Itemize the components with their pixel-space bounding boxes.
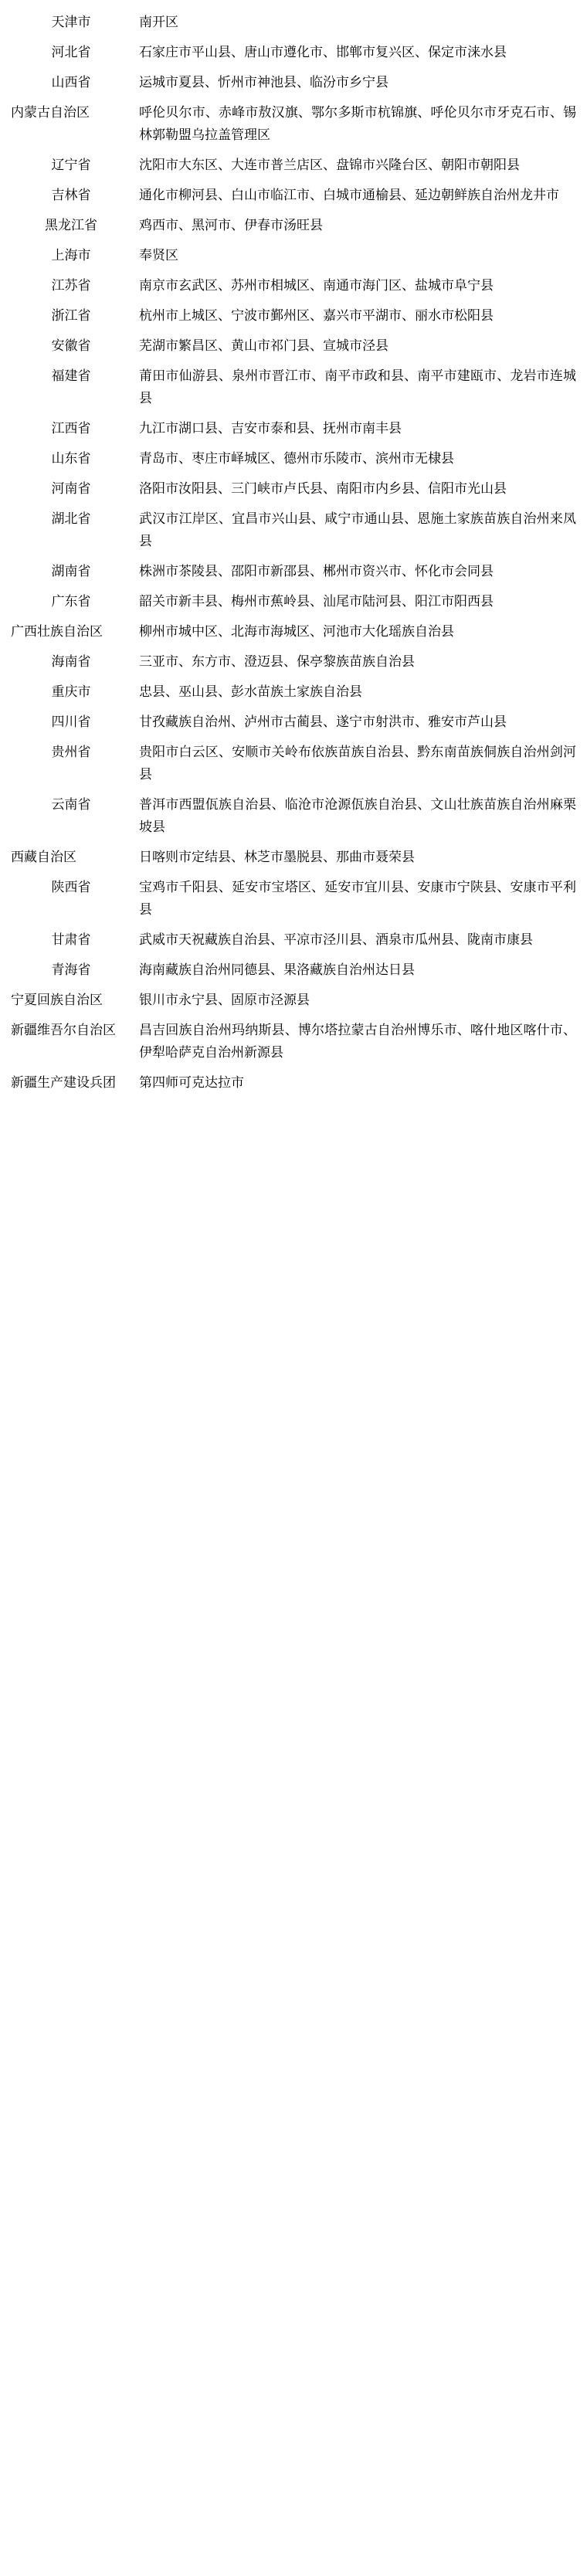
area-list: 株洲市茶陵县、邵阳市新邵县、郴州市资兴市、怀化市会同县 [139,564,494,579]
area-list: 武威市天祝藏族自治县、平凉市泾川县、酒泉市瓜州县、陇南市康县 [139,932,533,948]
table-row [8,873,576,925]
table-row [8,301,576,331]
area-list: 贵阳市白云区、安顺市关岭布依族苗族自治县、黔东南苗族侗族自治州剑河县 [139,745,576,782]
table-row [8,98,576,151]
province-name: 新疆生产建设兵团 [11,1075,116,1091]
table-row [8,955,576,986]
area-list: 芜湖市繁昌区、黄山市祁门县、宣城市泾县 [139,338,389,354]
province-name: 四川省 [51,714,91,730]
area-list: 莆田市仙游县、泉州市晋江市、南平市政和县、南平市建瓯市、龙岩市连城县 [139,368,576,406]
province-name: 西藏自治区 [11,850,76,865]
area-list: 普洱市西盟佤族自治县、临沧市沧源佤族自治县、文山壮族苗族自治州麻栗坡县 [139,797,576,835]
province-name: 新疆维吾尔自治区 [11,1023,116,1038]
area-list: 忠县、巫山县、彭水苗族土家族自治县 [139,684,362,700]
province-name: 福建省 [51,368,91,384]
table-row [8,211,576,241]
province-name: 云南省 [51,797,91,813]
area-list: 鸡西市、黑河市、伊春市汤旺县 [139,218,323,233]
table-row [8,68,576,98]
province-area-table [8,8,576,1098]
province-name: 广东省 [51,594,91,609]
province-name: 黑龙江省 [45,218,97,233]
area-list: 柳州市城中区、北海市海城区、河池市大化瑶族自治县 [139,624,454,640]
area-list: 青岛市、枣庄市峄城区、德州市乐陵市、滨州市无棣县 [139,451,454,467]
area-list: 沈阳市大东区、大连市普兰店区、盘锦市兴隆台区、朝阳市朝阳县 [139,158,520,173]
area-list: 日喀则市定结县、林芝市墨脱县、那曲市聂荣县 [139,850,415,865]
province-name: 山西省 [51,75,91,90]
area-list: 银川市永宁县、固原市泾源县 [139,993,310,1008]
area-list: 洛阳市汝阳县、三门峡市卢氏县、南阳市内乡县、信阳市光山县 [139,481,507,497]
province-name: 浙江省 [51,308,91,324]
table-row [8,708,576,738]
table-row [8,444,576,474]
table-row [8,677,576,708]
table-body [8,8,576,1098]
province-name: 河北省 [51,45,91,60]
table-row [8,504,576,557]
table-row [8,1068,576,1098]
table-row [8,843,576,873]
table-row [8,474,576,504]
table-row [8,414,576,444]
table-row [8,151,576,181]
area-list: 运城市夏县、忻州市神池县、临汾市乡宁县 [139,75,389,90]
table-row [8,271,576,301]
province-name: 上海市 [51,248,91,263]
province-name: 天津市 [51,15,91,30]
province-name: 安徽省 [51,338,91,354]
table-row [8,241,576,271]
area-list: 第四师可克达拉市 [139,1075,244,1091]
province-name: 广西壮族自治区 [11,624,103,640]
province-name: 宁夏回族自治区 [11,993,103,1008]
area-list: 宝鸡市千阳县、延安市宝塔区、延安市宜川县、安康市宁陕县、安康市平利县 [139,880,576,918]
province-name: 陕西省 [51,880,91,895]
table-row [8,617,576,647]
table-row [8,587,576,617]
area-list: 杭州市上城区、宁波市鄞州区、嘉兴市平湖市、丽水市松阳县 [139,308,494,324]
area-list: 南京市玄武区、苏州市相城区、南通市海门区、盐城市阜宁县 [139,278,494,294]
table-row [8,738,576,790]
table-row [8,8,576,38]
area-list: 韶关市新丰县、梅州市蕉岭县、汕尾市陆河县、阳江市阳西县 [139,594,494,609]
table-row [8,1016,576,1068]
area-list: 通化市柳河县、白山市临江市、白城市通榆县、延边朝鲜族自治州龙井市 [139,188,559,203]
table-row [8,986,576,1016]
area-list: 石家庄市平山县、唐山市遵化市、邯郸市复兴区、保定市涞水县 [139,45,507,60]
area-list: 昌吉回族自治州玛纳斯县、博尔塔拉蒙古自治州博乐市、喀什地区喀什市、伊犁哈萨克自治州新源县 [139,1023,576,1061]
area-list: 九江市湖口县、吉安市泰和县、抚州市南丰县 [139,421,402,436]
table-row [8,331,576,361]
table-row [8,790,576,843]
area-list: 海南藏族自治州同德县、果洛藏族自治州达日县 [139,962,415,978]
area-list: 南开区 [139,15,178,30]
province-name: 江西省 [51,421,91,436]
province-name: 青海省 [51,962,91,978]
province-name: 河南省 [51,481,91,497]
province-name: 江苏省 [51,278,91,294]
table-row [8,647,576,677]
area-list: 奉贤区 [139,248,178,263]
province-name: 湖北省 [51,511,91,527]
table-row [8,181,576,211]
area-list: 甘孜藏族自治州、泸州市古蔺县、遂宁市射洪市、雅安市芦山县 [139,714,507,730]
area-list: 呼伦贝尔市、赤峰市敖汉旗、鄂尔多斯市杭锦旗、呼伦贝尔市牙克石市、锡林郭勒盟乌拉盖管理区 [139,105,576,143]
table-row [8,925,576,955]
province-name: 辽宁省 [51,158,91,173]
table-row [8,38,576,68]
province-name: 山东省 [51,451,91,467]
province-name: 重庆市 [51,684,91,700]
area-list: 三亚市、东方市、澄迈县、保亭黎族苗族自治县 [139,654,415,670]
table-row [8,557,576,587]
document-page [0,0,587,1106]
province-name: 内蒙古自治区 [11,105,90,120]
province-name: 湖南省 [51,564,91,579]
province-name: 甘肃省 [51,932,91,948]
province-name: 贵州省 [51,745,91,760]
table-row [8,361,576,414]
province-name: 吉林省 [51,188,91,203]
area-list: 武汉市江岸区、宜昌市兴山县、咸宁市通山县、恩施土家族苗族自治州来凤县 [139,511,576,549]
province-name: 海南省 [51,654,91,670]
